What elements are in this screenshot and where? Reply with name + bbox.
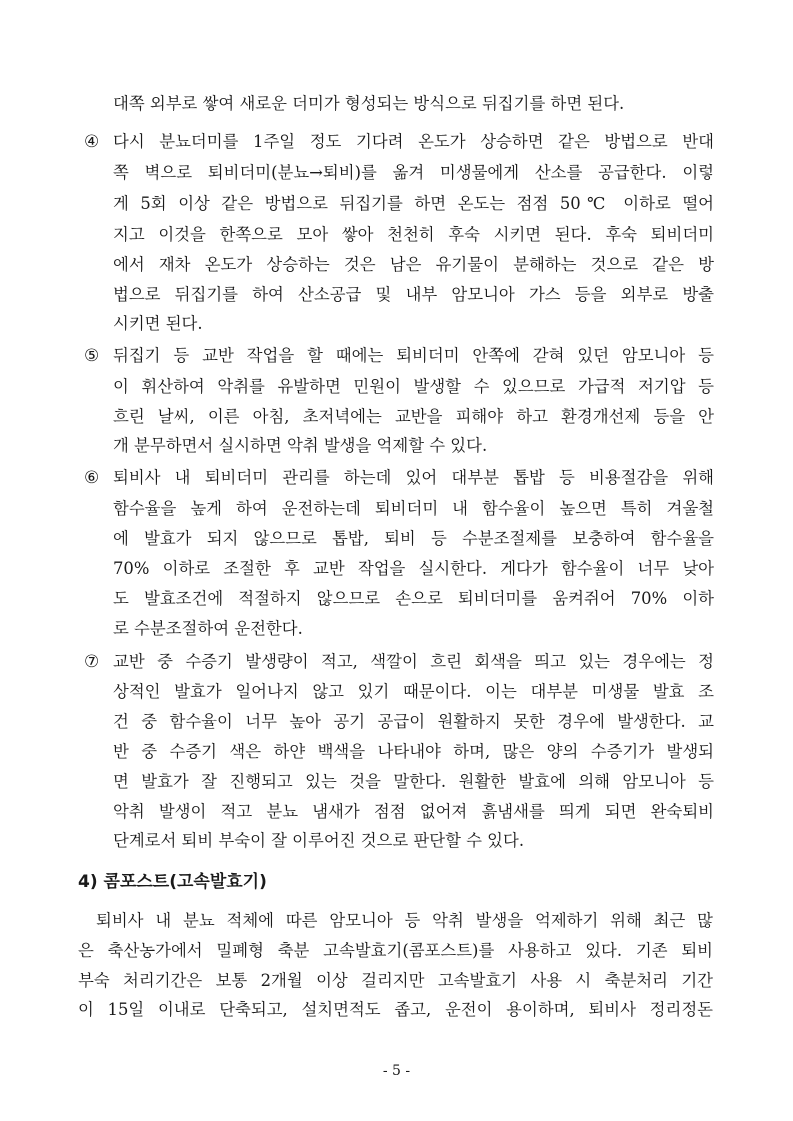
item-6-line: 70% 이하로 조절한 후 교반 작업을 실시한다. 게다가 함수율이 너무 낮아 (113, 559, 714, 578)
item-5-line: 이 휘산하여 악취를 유발하면 민원이 발생할 수 있으므로 가급적 저기압 등 (113, 377, 714, 396)
item-4-line: 법으로 뒤집기를 하여 산소공급 및 내부 암모니아 가스 등을 외부로 방출 (113, 285, 714, 304)
paragraph-line: 퇴비사 내 분뇨 적체에 따른 암모니아 등 악취 발생을 억제하기 위해 최근 많 (96, 911, 713, 930)
item-7-line: 교반 중 수증기 발생량이 적고, 색깔이 흐린 회색을 띄고 있는 경우에는 정 (113, 652, 714, 671)
item-6-line: 로 수분조절하여 운전한다. (113, 619, 303, 638)
item-4-marker: ④ (84, 132, 100, 152)
item-7-line: 반 중 수증기 색은 하얀 백색을 나타내야 하며, 많은 양의 수증기가 발생되 (113, 742, 714, 761)
item-4-line: 게 5회 이상 같은 방법으로 뒤집기를 하면 온도는 점점 50℃ 이하로 떨어 (113, 194, 714, 213)
item-7-line: 악취 발생이 적고 분뇨 냄새가 점점 없어져 흙냄새를 띄게 되면 완숙퇴비 (113, 802, 714, 821)
item-4-line: 에서 재차 온도가 상승하는 것은 남은 유기물이 분해하는 것으로 같은 방 (113, 255, 714, 274)
item-5-line: 개 분무하면서 실시하면 악취 발생을 억제할 수 있다. (113, 436, 488, 455)
item-6-line: 도 발효조건에 적절하지 않으므로 손으로 퇴비더미를 움켜쥐어 70% 이하 (113, 589, 714, 608)
item-4-line: 쪽 벽으로 퇴비더미(분뇨→퇴비)를 옮겨 미생물에게 산소를 공급한다. 이렇 (113, 163, 714, 182)
item-7-line: 상적인 발효가 일어나지 않고 있기 때문이다. 이는 대부분 미생물 발효 조 (113, 682, 714, 701)
item-5-marker: ⑤ (84, 346, 100, 366)
item-7-marker: ⑦ (84, 652, 100, 672)
item-5-line: 흐린 날씨, 이른 아침, 초저녁에는 교반을 피해야 하고 환경개선제 등을 안 (113, 407, 714, 426)
item-5-line: 뒤집기 등 교반 작업을 할 때에는 퇴비더미 안쪽에 갇혀 있던 암모니아 등 (113, 346, 714, 365)
item-4-line: 지고 이것을 한쪽으로 모아 쌓아 천천히 후숙 시키면 된다. 후숙 퇴비더미 (113, 225, 714, 244)
item-6-line: 함수율을 높게 하여 운전하는데 퇴비더미 내 함수율이 높으면 특히 겨울철 (113, 499, 714, 518)
page-number: - 5 - (382, 1063, 411, 1079)
item-7-line: 면 발효가 잘 진행되고 있는 것을 말한다. 원활한 발효에 의해 암모니아 등 (113, 772, 714, 791)
paragraph-line: 은 축산농가에서 밀폐형 축분 고속발효기(콤포스트)를 사용하고 있다. 기존 퇴비 (78, 941, 713, 960)
item-6-line: 에 발효가 되지 않으므로 톱밥, 퇴비 등 수분조절제를 보충하여 함수율을 (113, 529, 714, 548)
item-6-line: 퇴비사 내 퇴비더미 관리를 하는데 있어 대부분 톱밥 등 비용절감을 위해 (113, 468, 714, 487)
item-4-line: 시키면 된다. (113, 314, 203, 333)
item-7-line: 단계로서 퇴비 부숙이 잘 이루어진 것으로 판단할 수 있다. (113, 831, 525, 850)
item-6-marker: ⑥ (84, 468, 100, 488)
intro-line: 대쪽 외부로 쌓여 새로운 더미가 형성되는 방식으로 뒤집기를 하면 된다. (113, 94, 625, 113)
paragraph-line: 부숙 처리기간은 보통 2개월 이상 걸리지만 고속발효기 사용 시 축분처리 기간 (78, 971, 713, 990)
paragraph-line: 이 15일 이내로 단축되고, 설치면적도 좁고, 운전이 용이하며, 퇴비사 정리정돈 (78, 1000, 713, 1019)
section-heading: 4) 콤포스트(고속발효기) (78, 872, 267, 892)
item-4-line: 다시 분뇨더미를 1주일 정도 기다려 온도가 상승하면 같은 방법으로 반대 (113, 132, 714, 151)
item-7-line: 건 중 함수율이 너무 높아 공기 공급이 원활하지 못한 경우에 발생한다. 교 (113, 712, 714, 731)
